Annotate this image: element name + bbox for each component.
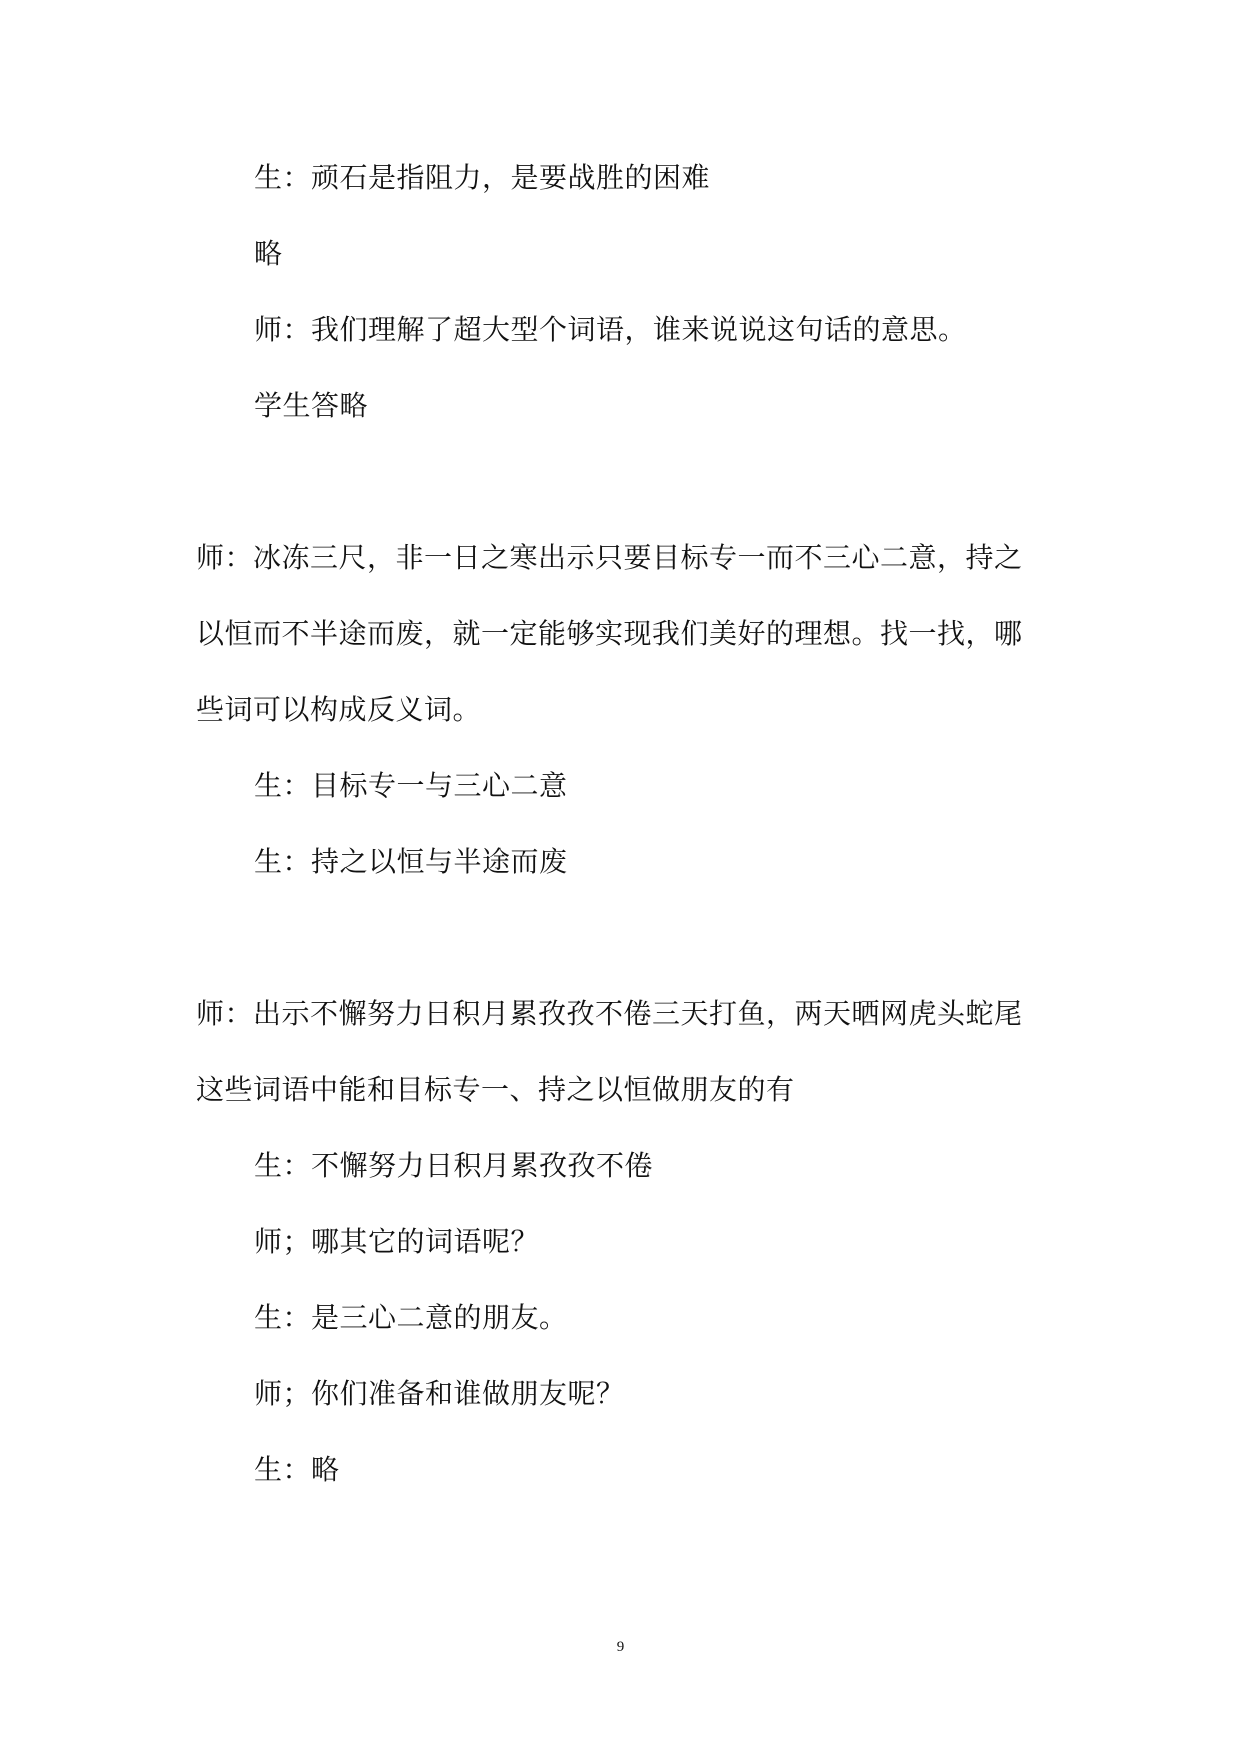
paragraph-line: 些词可以构成反义词。 (196, 693, 482, 726)
paragraph-line: 师；你们准备和谁做朋友呢？ (254, 1377, 625, 1410)
paragraph-line: 生：略 (254, 1453, 340, 1486)
paragraph-line: 生：目标专一与三心二意 (254, 769, 568, 802)
paragraph-line: 师；哪其它的词语呢？ (254, 1225, 540, 1258)
paragraph-line: 略 (254, 237, 283, 270)
paragraph-line: 师：出示不懈努力日积月累孜孜不倦三天打鱼，两天晒网虎头蛇尾 (196, 997, 1023, 1030)
paragraph-line: 这些词语中能和目标专一、持之以恒做朋友的有 (196, 1073, 795, 1106)
page-number: 9 (616, 1639, 625, 1655)
paragraph-line: 师：冰冻三尺，非一日之寒出示只要目标专一而不三心二意，持之 (196, 541, 1023, 574)
paragraph-line: 生：顽石是指阻力，是要战胜的困难 (254, 161, 711, 194)
paragraph-line: 以恒而不半途而废，就一定能够实现我们美好的理想。找一找，哪 (196, 617, 1023, 650)
paragraph-line: 生：是三心二意的朋友。 (254, 1301, 568, 1334)
paragraph-line: 学生答略 (254, 389, 369, 422)
paragraph-line: 生：不懈努力日积月累孜孜不倦 (254, 1149, 654, 1182)
paragraph-line: 师：我们理解了超大型个词语，谁来说说这句话的意思。 (254, 313, 967, 346)
paragraph-line: 生：持之以恒与半途而废 (254, 845, 568, 878)
